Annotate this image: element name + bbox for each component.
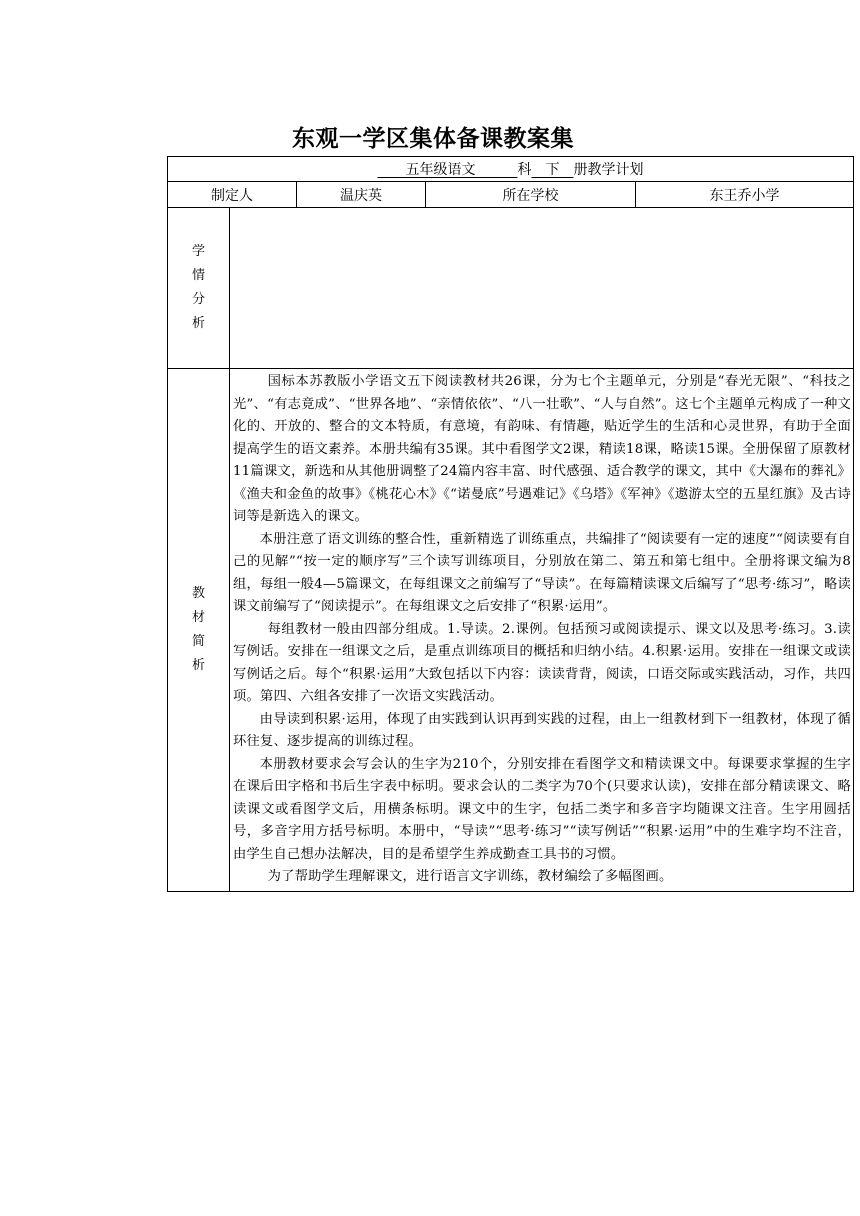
grade-subject-field [378, 162, 518, 178]
jiaocai-label-char: 析 [191, 657, 205, 673]
teaching-plan-table [167, 156, 854, 892]
ke-label: 科 [517, 162, 532, 178]
xueqing-label-char: 学 [191, 244, 205, 259]
jiaocai-label-cell [168, 369, 230, 892]
xueqing-row [168, 208, 854, 369]
xueqing-label-char: 情 [191, 268, 205, 283]
maker-value-cell [297, 182, 426, 208]
maker-value: 温庆英 [340, 187, 382, 204]
grade-subject-value: 五年级语文 [405, 162, 476, 178]
xueqing-content-cell [230, 208, 854, 369]
school-value: 东王乔小学 [709, 187, 780, 204]
plan-subject-cell [168, 157, 854, 182]
jiaocai-paragraph: 每组教材一般由四部分组成。1.导读。2.课例。包括预习或阅读提示、课文以及思考·练习。3.读写例话。安排在一组课文之后，是重点训练项目的概括和归纳小结。4.积累·运用。安排在一组课文或读写例话之后。每个“积累·运用”大致包括以下内容：读读背背，阅读，口语交际或实践活动，习作，共四项。第四、六组各安排了一次语文实践活动。 [233, 621, 852, 704]
jiaocai-paragraph: 本册注意了语文训练的整合性，重新精选了训练重点，共编排了“阅读要有一定的速度”“阅读要有自己的见解”“按一定的顺序写”三个读写训练项目，分别放在第二、第五和第七组中。全册将课文编为8组，每组一般4—5篇课文，在每组课文之前编写了“导读”。在每篇精读课文后编写了“思考·练习”，略读课文前编写了“阅读提示”。在每组课文之后安排了“积累·运用”。 [233, 531, 852, 614]
plan-subject-line [378, 159, 644, 179]
plan-subject-row [168, 157, 854, 182]
plan-info-row [168, 182, 854, 208]
school-value-cell [636, 182, 854, 208]
plan-suffix-label: 册教学计划 [573, 162, 644, 178]
jiaocai-label-char: 材 [191, 609, 205, 625]
school-label-cell [426, 182, 636, 208]
xueqing-label-char: 析 [191, 316, 205, 331]
term-value: 下 [545, 162, 560, 178]
jiaocai-label-char: 教 [191, 585, 205, 601]
xueqing-label-cell [168, 208, 230, 369]
jiaocai-label-char: 简 [191, 633, 205, 649]
jiaocai-paragraph: 本册教材要求会写会认的生字为210个，分别安排在看图学文和精读课文中。每课要求掌握的生字在课后田字格和书后生字表中标明。要求会认的二类字为70个(只要求认读)，安排在部分精读课文、略读课文或看图学文后，用横条标明。课文中的生字，包括二类字和多音字均随课文注音。生字用圆括号，多音字用方括号标明。本册中，“导读”“思考·练习”“读写例话”“积累·运用”中的生难字均不注音，由学生自己想办法解决，目的是希望学生养成勤查工具书的习惯。 [233, 756, 852, 862]
school-label: 所在学校 [502, 187, 559, 204]
jiaocai-paragraph: 为了帮助学生理解课文，进行语言文字训练，教材编绘了多幅图画。 [267, 869, 673, 884]
xueqing-label-char: 分 [191, 292, 205, 307]
jiaocai-paragraph: 由导读到积累·运用，体现了由实践到认识再到实践的过程，由上一组教材到下一组教材，体现了循环往复、逐步提高的训练过程。 [233, 711, 852, 749]
jiaocai-paragraph: 国标本苏教版小学语文五下阅读教材共26课，分为七个主题单元，分别是“春光无限”、“科技之光”、“有志竟成”、“世界各地”、“亲情依依”、“八一壮歌”、“人与自然”。这七个主题单元构成了一种文化的、开放的、整合的文本特质，有意境，有韵味、有情趣，贴近学生的生活和心灵世界，有助于全面提高学生的语文素养。本册共编有35课。其中看图学文2课，精读18课，略读15课。全册保留了原教材11篇课文，新选和从其他册调整了24篇内容丰富、时代感强、适合教学的课文，其中《大瀑布的葬礼》《渔夫和金鱼的故事》《桃花心木》《“诺曼底”号遇难记》《乌塔》《军神》《遨游太空的五星红旗》及古诗词等是新选入的课文。 [233, 374, 852, 524]
jiaocai-row [168, 369, 854, 892]
maker-label-cell [168, 182, 297, 208]
document-title: 东观一学区集体备课教案集 [292, 126, 574, 152]
jiaocai-content-cell [230, 369, 854, 892]
maker-label: 制定人 [211, 187, 253, 204]
term-field [532, 162, 574, 178]
